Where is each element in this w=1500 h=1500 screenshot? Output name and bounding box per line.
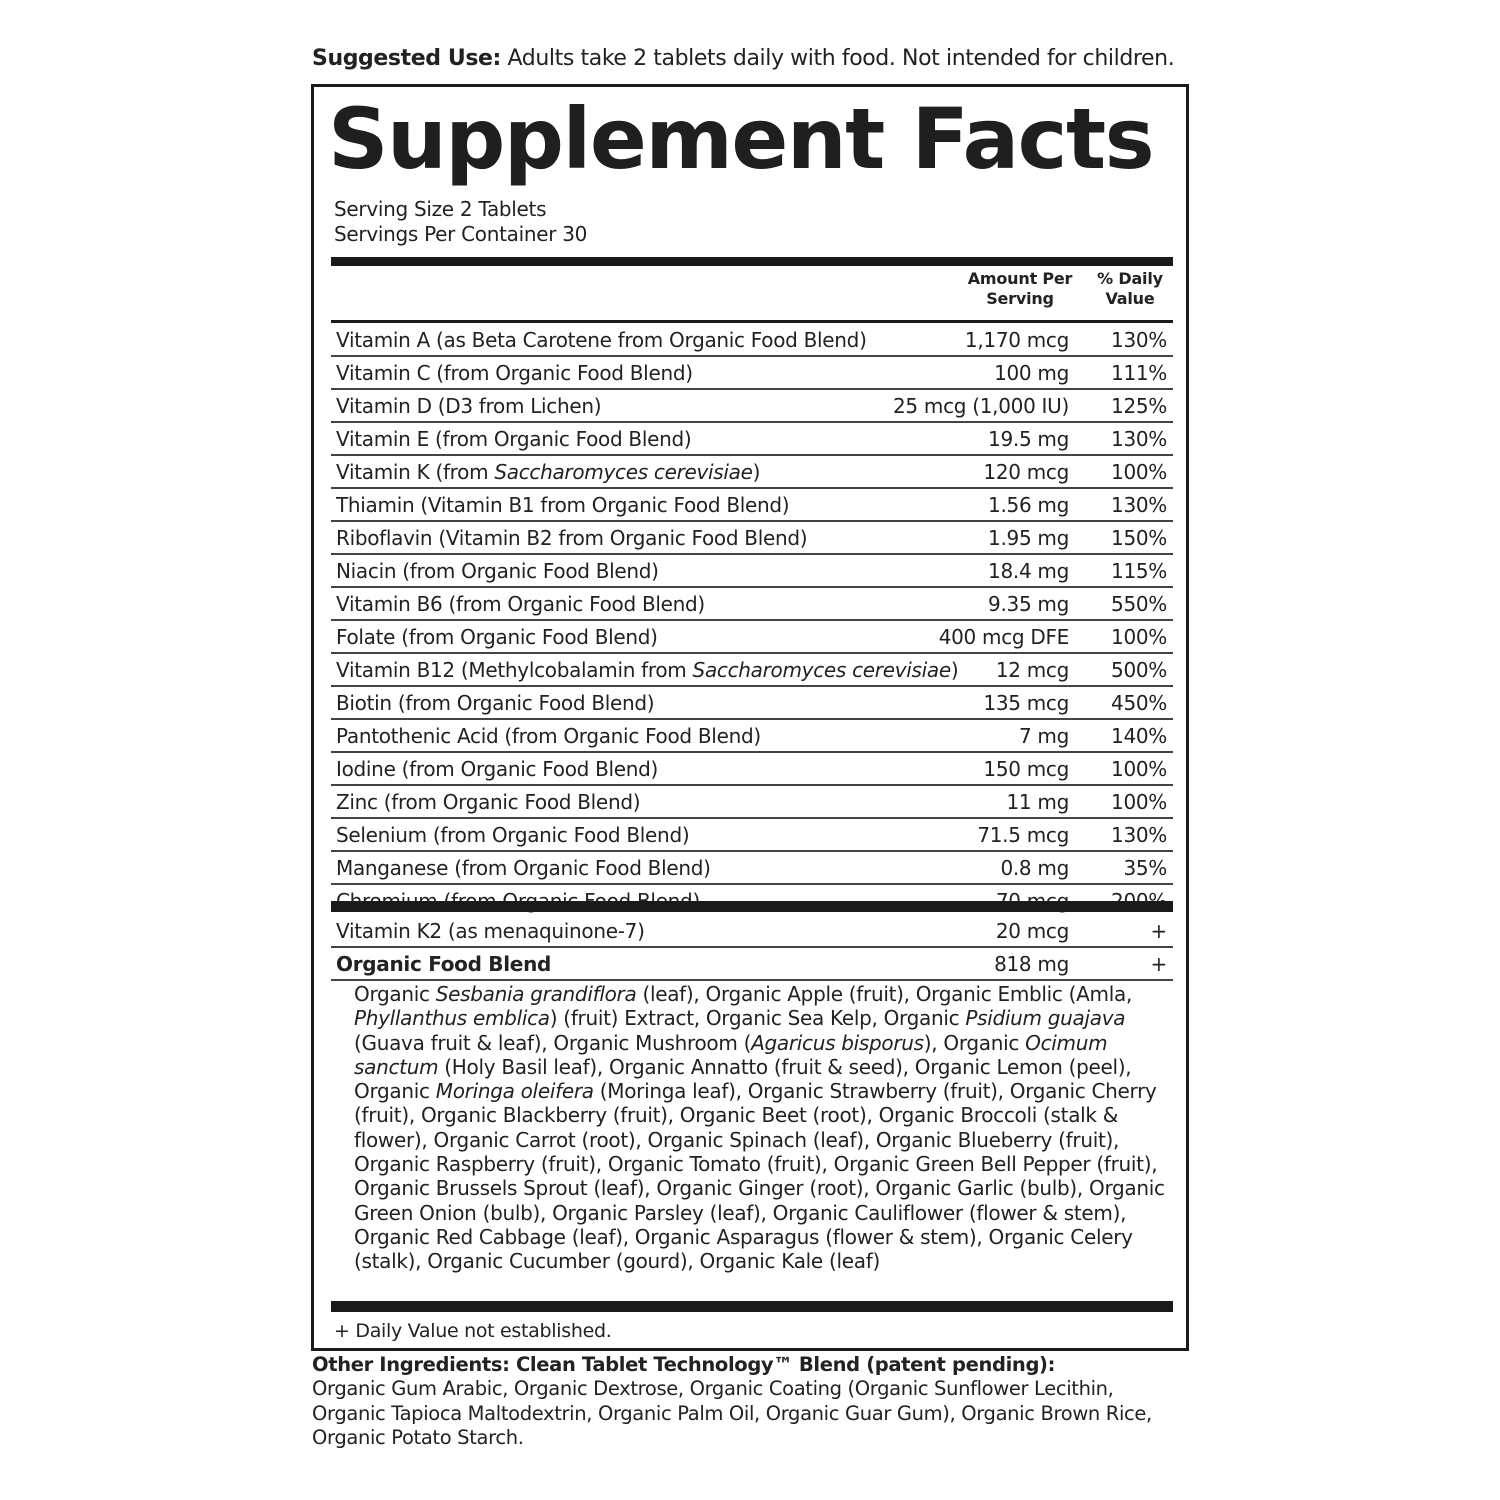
nutrient-label-italic: Saccharomyces cerevisiae: [692, 658, 951, 682]
column-header-amount-line1: Amount Per: [967, 269, 1073, 288]
nutrient-amount: 0.8 mg: [1000, 856, 1069, 880]
panel-title: Supplement Facts: [328, 90, 1154, 188]
nutrient-row: [331, 456, 1173, 489]
nutrient-amount: 1.95 mg: [988, 526, 1069, 550]
nutrient-daily-value: +: [1150, 919, 1167, 943]
blend-ingredient-text: ) (fruit) Extract, Organic Sea Kelp, Organic: [549, 1006, 966, 1031]
nutrient-label: Biotin (from Organic Food Blend): [336, 691, 655, 715]
nutrient-row: [331, 852, 1173, 885]
nutrient-daily-value: 111%: [1111, 361, 1167, 385]
nutrient-label: Thiamin (Vitamin B1 from Organic Food Blend): [336, 493, 790, 517]
nutrient-amount: 100 mg: [994, 361, 1069, 385]
nutrient-amount: 11 mg: [1006, 790, 1069, 814]
nutrient-label: Iodine (from Organic Food Blend): [336, 757, 659, 781]
nutrient-daily-value: 130%: [1111, 823, 1167, 847]
other-ingredients: [312, 1353, 1192, 1451]
nutrient-amount: 7 mg: [1018, 724, 1069, 748]
nutrient-row: [331, 324, 1173, 357]
nutrient-daily-value: 130%: [1111, 493, 1167, 517]
serving-info: [334, 197, 587, 247]
nutrient-label: Manganese (from Organic Food Blend): [336, 856, 711, 880]
nutrient-amount: 25 mcg (1,000 IU): [893, 394, 1069, 418]
nutrient-daily-value: 100%: [1111, 460, 1167, 484]
nutrient-daily-value: 150%: [1111, 526, 1167, 550]
nutrient-label-text: Vitamin K (from: [336, 460, 495, 484]
nutrient-row: [331, 423, 1173, 456]
nutrient-label: Riboflavin (Vitamin B2 from Organic Food Blend): [336, 526, 808, 550]
thick-rule-middle: [331, 901, 1173, 912]
nutrient-label: [336, 655, 958, 686]
organic-food-blend-ingredients: [354, 982, 1174, 1274]
blend-ingredient-latin-name: Ocimum sanctum: [354, 1030, 1108, 1079]
nutrient-daily-value: 125%: [1111, 394, 1167, 418]
thick-rule-top: [331, 257, 1173, 266]
nutrient-label: Vitamin K2 (as menaquinone-7): [336, 919, 645, 943]
blend-ingredient-text: (leaf), Organic Apple (fruit), Organic Emblic (Amla,: [636, 982, 1133, 1006]
blend-ingredient-text: ), Organic: [923, 1030, 1026, 1055]
column-header-daily-value: [1094, 269, 1166, 309]
column-header-dv-line1: % Daily: [1097, 269, 1163, 288]
nutrient-amount: 1.56 mg: [988, 493, 1069, 517]
nutrient-amount: 18.4 mg: [988, 559, 1069, 583]
nutrient-label: Vitamin A (as Beta Carotene from Organic Food Blend): [336, 328, 867, 352]
suggested-use-label: Suggested Use:: [312, 46, 501, 71]
nutrient-label-italic: Saccharomyces cerevisiae: [494, 460, 753, 484]
nutrient-label: Niacin (from Organic Food Blend): [336, 559, 659, 583]
nutrient-label-text: Vitamin B12 (Methylcobalamin from: [336, 658, 693, 682]
nutrient-amount: 150 mcg: [983, 757, 1069, 781]
nutrient-amount: 19.5 mg: [988, 427, 1069, 451]
nutrient-label: Vitamin D (D3 from Lichen): [336, 394, 602, 418]
nutrient-table: [331, 324, 1173, 916]
nutrient-row: [331, 390, 1173, 423]
nutrient-row: [331, 786, 1173, 819]
nutrient-label: Vitamin E (from Organic Food Blend): [336, 427, 692, 451]
nutrient-label: Pantothenic Acid (from Organic Food Blend): [336, 724, 761, 748]
daily-value-footnote: + Daily Value not established.: [334, 1320, 612, 1342]
nutrient-label: Vitamin B6 (from Organic Food Blend): [336, 592, 705, 616]
nutrient-row: [331, 588, 1173, 621]
nutrient-label: Folate (from Organic Food Blend): [336, 625, 658, 649]
nutrient-row: [331, 819, 1173, 852]
nutrient-daily-value: 130%: [1111, 427, 1167, 451]
other-nutrient-table: [331, 915, 1173, 981]
nutrient-daily-value: 450%: [1111, 691, 1167, 715]
nutrient-amount: 1,170 mcg: [964, 328, 1069, 352]
servings-per-container: Servings Per Container 30: [334, 222, 588, 246]
nutrient-label: Zinc (from Organic Food Blend): [336, 790, 641, 814]
nutrient-amount: 71.5 mcg: [977, 823, 1069, 847]
column-header-amount: [962, 269, 1078, 309]
nutrient-label-text: ): [950, 658, 959, 682]
nutrient-daily-value: 500%: [1111, 658, 1167, 682]
column-header-amount-line2: Serving: [986, 289, 1054, 308]
other-nutrient-row: [331, 948, 1173, 981]
blend-ingredient-latin-name: Phyllanthus emblica: [354, 1006, 550, 1031]
nutrient-row: [331, 753, 1173, 786]
nutrient-row: [331, 489, 1173, 522]
nutrient-row: [331, 357, 1173, 390]
nutrient-row: [331, 522, 1173, 555]
blend-ingredient-text: (Holy Basil leaf), Organic Annatto (fruit & seed), Organic Lemon (peel), Organic: [354, 1054, 1132, 1104]
nutrient-amount: 12 mcg: [995, 658, 1069, 682]
nutrient-daily-value: 100%: [1111, 625, 1167, 649]
nutrient-amount: 400 mcg DFE: [938, 625, 1069, 649]
nutrient-row: [331, 621, 1173, 654]
other-ingredients-label: Other Ingredients: Clean Tablet Technology™ Blend (patent pending):: [312, 1353, 1056, 1376]
other-ingredients-text: Organic Gum Arabic, Organic Dextrose, Organic Coating (Organic Sunflower Lecithin, Organic Tapioca Maltodextrin, Organic Palm Oil, Organic Guar Gum), Organic Brown Rice, Organic Potato Starch.: [312, 1377, 1152, 1450]
blend-ingredient-latin-name: Agaricus bisporus: [751, 1030, 924, 1055]
blend-ingredient-latin-name: Moringa oleifera: [435, 1079, 594, 1104]
nutrient-amount: 20 mcg: [995, 919, 1069, 943]
nutrient-label: Selenium (from Organic Food Blend): [336, 823, 690, 847]
nutrient-daily-value: 140%: [1111, 724, 1167, 748]
blend-ingredient-text: (Guava fruit & leaf), Organic Mushroom (: [354, 1030, 752, 1055]
nutrient-row: [331, 720, 1173, 753]
column-header-dv-line2: Value: [1105, 289, 1155, 308]
blend-ingredient-latin-name: Sesbania grandiflora: [435, 982, 637, 1006]
nutrient-daily-value: 100%: [1111, 790, 1167, 814]
nutrient-daily-value: 100%: [1111, 757, 1167, 781]
nutrient-daily-value: +: [1150, 952, 1167, 976]
nutrient-row: [331, 555, 1173, 588]
serving-size: Serving Size 2 Tablets: [334, 197, 547, 221]
nutrient-label: [336, 457, 760, 488]
blend-ingredient-text: Organic: [354, 982, 436, 1006]
nutrient-amount: 135 mcg: [983, 691, 1069, 715]
nutrient-daily-value: 550%: [1111, 592, 1167, 616]
nutrient-label: Vitamin C (from Organic Food Blend): [336, 361, 693, 385]
nutrient-label-text: ): [752, 460, 761, 484]
nutrient-row: [331, 687, 1173, 720]
suggested-use: [312, 42, 1212, 76]
nutrient-amount: 818 mg: [994, 952, 1069, 976]
blend-ingredient-latin-name: Psidium guajava: [965, 1006, 1126, 1031]
blend-ingredient-text: (Moringa leaf), Organic Strawberry (fruit), Organic Cherry (fruit), Organic Blackberry (fruit), Organic Beet (root), Organic Broccoli (stalk & flower), Organic Carrot (root), Organic Spinach (leaf), Organic Blueberry (fruit), Organic Raspberry (fruit), Organic Tomato (fruit), Organic Green Bell Pepper (fruit), Organic Brussels Sprout (leaf), Organic Ginger (root), Organic Garlic (bulb), Organic Green Onion (bulb), Organic Parsley (leaf), Organic Cauliflower (flower & stem), Organic Red Cabbage (leaf), Organic Asparagus (flower & stem), Organic Celery (stalk), Organic Cucumber (gourd), Organic Kale (leaf): [354, 1079, 1165, 1274]
supplement-facts-panel: [311, 84, 1189, 1351]
thick-rule-bottom: [331, 1301, 1173, 1312]
nutrient-daily-value: 115%: [1111, 559, 1167, 583]
suggested-use-text: Adults take 2 tablets daily with food. Not intended for children.: [500, 46, 1175, 71]
other-nutrient-row: [331, 915, 1173, 948]
nutrient-daily-value: 130%: [1111, 328, 1167, 352]
nutrient-daily-value: 35%: [1123, 856, 1167, 880]
nutrient-row: [331, 654, 1173, 687]
nutrient-amount: 9.35 mg: [988, 592, 1069, 616]
nutrient-label: Organic Food Blend: [336, 952, 552, 976]
nutrient-amount: 120 mcg: [983, 460, 1069, 484]
header-rule: [331, 320, 1173, 323]
